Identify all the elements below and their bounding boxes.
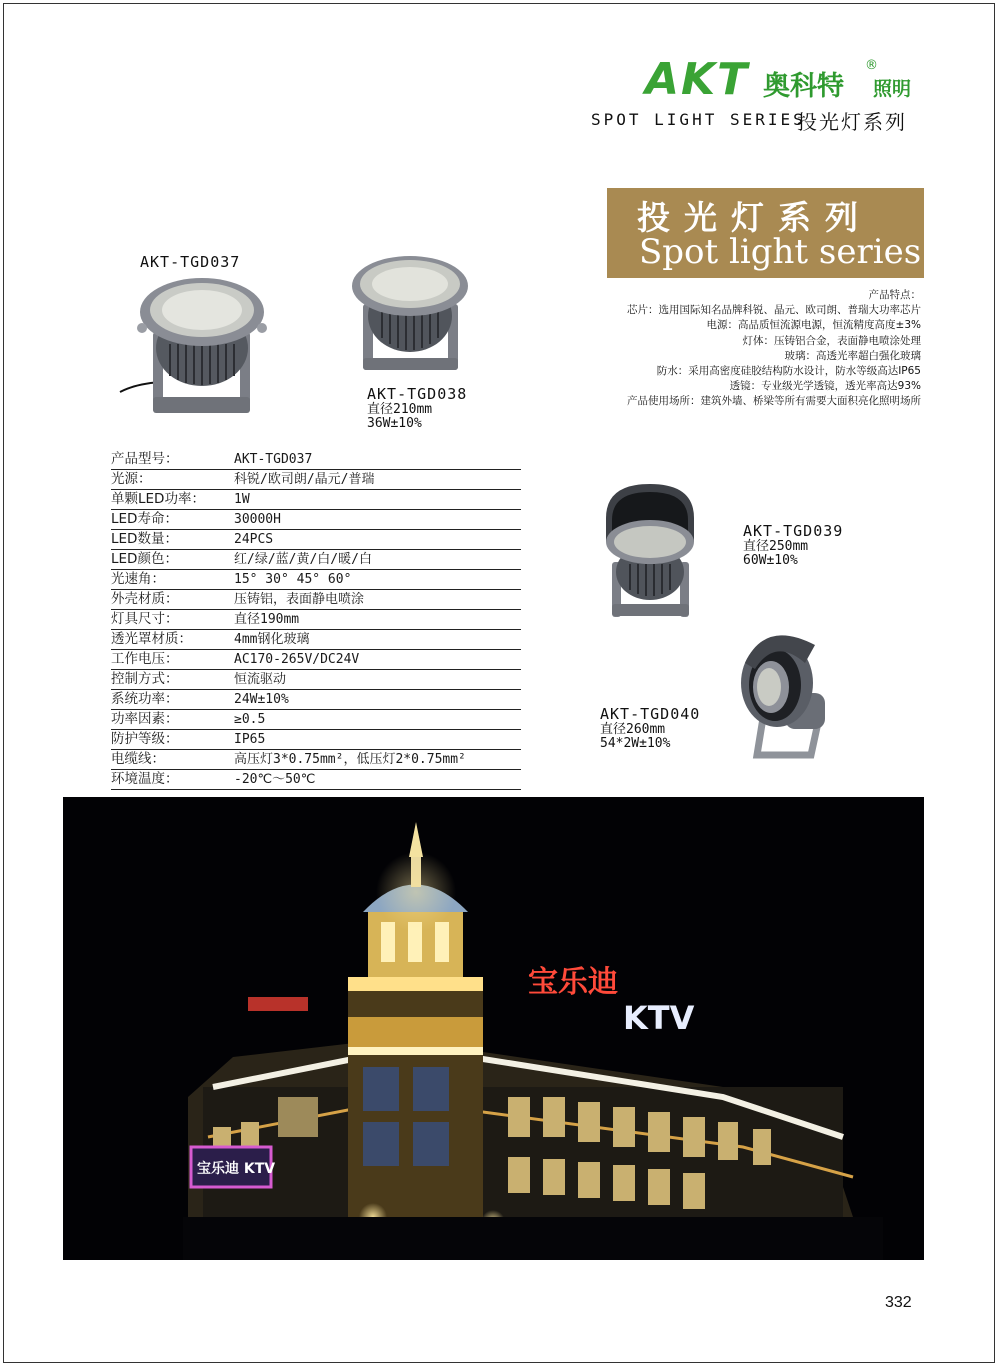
brand-logo [645, 54, 930, 105]
spec-row [111, 530, 521, 550]
model-label: AKT-TGD038 [367, 385, 468, 403]
spec-value: ≥0.5 [234, 712, 266, 727]
spec-row [111, 690, 521, 710]
spec-key: 工作电压： [111, 651, 179, 667]
brand-latin: AKT [645, 54, 750, 105]
spec-value: 高压灯3*0.75mm²，低压灯2*0.75mm² [234, 752, 466, 767]
power-label: 60W±10% [743, 553, 798, 568]
feature-line: 防水：采用高密度硅胶结构防水设计，防水等级高达IP65 [656, 365, 921, 378]
spotlight-tgd039-image [600, 482, 700, 620]
spec-row [111, 490, 521, 510]
registered-mark: ® [865, 58, 878, 73]
spec-value: 1W [234, 492, 250, 507]
model-label: AKT-TGD039 [743, 522, 844, 540]
building-illustration [63, 797, 924, 1260]
spec-key: 控制方式： [111, 671, 179, 687]
spec-key: 单颗LED功率： [111, 491, 205, 507]
spec-row [111, 550, 521, 570]
feature-line: 芯片：选用国际知名品牌科锐、晶元、欧司朗、普瑞大功率芯片 [627, 304, 921, 317]
spec-key: LED数量： [111, 531, 178, 547]
banner-title-en: Spot light series [639, 232, 922, 272]
ktv-sign-main: 宝乐迪 [528, 965, 618, 1000]
spec-key: 功率因素： [111, 711, 179, 727]
spotlight-tgd037-image [110, 272, 270, 422]
caption-tgd037 [140, 253, 240, 271]
spotlight-tgd040-image [735, 623, 835, 763]
caption-tgd039 [743, 522, 843, 568]
feature-line: 玻璃：高透光率超白强化玻璃 [784, 349, 921, 362]
series-title-cn: 投光灯系列 [797, 110, 907, 134]
spec-value: 4mm钢化玻璃 [234, 632, 310, 647]
product-features [555, 288, 921, 410]
spec-key: 灯具尺寸： [111, 611, 179, 627]
spec-row [111, 590, 521, 610]
brand-cn-suffix: 照明 [873, 78, 912, 100]
size-label: 直径260mm [600, 722, 666, 737]
power-label: 54*2W±10% [600, 736, 671, 751]
brand-cn: 奥科特 [763, 71, 844, 102]
spec-value: 直径190mm [234, 612, 300, 627]
size-label: 直径250mm [743, 539, 809, 554]
spec-value: -20℃～50℃ [234, 772, 316, 787]
spec-key: LED寿命： [111, 511, 178, 527]
spec-value: AKT-TGD037 [234, 452, 313, 467]
spotlight-tgd038-image [348, 254, 473, 384]
ktv-sign-ktv: KTV [623, 999, 695, 1037]
spec-row [111, 450, 521, 470]
caption-tgd040 [600, 705, 700, 751]
spec-row [111, 630, 521, 650]
spec-row [111, 750, 521, 770]
spec-key: 防护等级： [111, 731, 179, 747]
spec-value: 15° 30° 45° 60° [234, 572, 352, 587]
model-label: AKT-TGD040 [600, 705, 701, 723]
spec-row [111, 610, 521, 630]
features-heading: 产品特点： [868, 289, 921, 301]
spec-row [111, 510, 521, 530]
spec-value: IP65 [234, 732, 266, 747]
power-label: 36W±10% [367, 416, 422, 431]
spec-value: 30000H [234, 512, 281, 527]
model-label: AKT-TGD037 [140, 253, 241, 271]
spec-key: 光速角： [111, 571, 165, 587]
feature-line: 透镜：专业级光学透镜，透光率高达93% [729, 380, 921, 393]
spec-row [111, 670, 521, 690]
spec-row [111, 470, 521, 490]
spec-row [111, 570, 521, 590]
spec-value: 红/绿/蓝/黄/白/暖/白 [234, 552, 372, 567]
spec-key: 系统功率： [111, 691, 179, 707]
feature-line: 电源：高品质恒流源电源，恒流精度高度±3% [706, 319, 921, 332]
spec-value: 压铸铝，表面静电喷涂 [234, 592, 365, 607]
spec-key: 产品型号： [111, 451, 179, 467]
spec-value: 科锐/欧司朗/晶元/普瑞 [234, 472, 375, 487]
feature-line: 产品使用场所：建筑外墙、桥梁等所有需要大面积亮化照明场所 [627, 395, 921, 408]
spec-value: 24W±10% [234, 692, 289, 707]
spec-row [111, 770, 521, 790]
lower-ktv-sign: 宝乐迪 KTV [197, 1161, 276, 1177]
banner-title-cn: 投光灯系列 [637, 198, 872, 237]
night-building-photo [63, 797, 924, 1260]
series-banner [607, 188, 924, 278]
spec-key: 环境温度： [111, 771, 179, 787]
spec-value: 24PCS [234, 532, 274, 547]
spec-key: 透光罩材质： [111, 631, 192, 647]
feature-line: 灯体：压铸铝合金，表面静电喷涂处理 [742, 334, 921, 347]
spec-key: LED颜色： [111, 551, 178, 567]
spec-value: 恒流驱动 [234, 672, 287, 687]
size-label: 直径210mm [367, 402, 433, 417]
page-number: 332 [885, 1294, 912, 1311]
spec-value: AC170-265V/DC24V [234, 652, 360, 667]
spec-table [111, 450, 521, 790]
spec-row [111, 730, 521, 750]
spec-row [111, 650, 521, 670]
spec-key: 电缆线： [111, 751, 165, 767]
spec-row [111, 710, 521, 730]
series-title-en: SPOT LIGHT SERIES [591, 110, 806, 129]
caption-tgd038 [367, 385, 467, 431]
spec-key: 光源： [111, 471, 152, 487]
spec-key: 外壳材质： [111, 591, 179, 607]
